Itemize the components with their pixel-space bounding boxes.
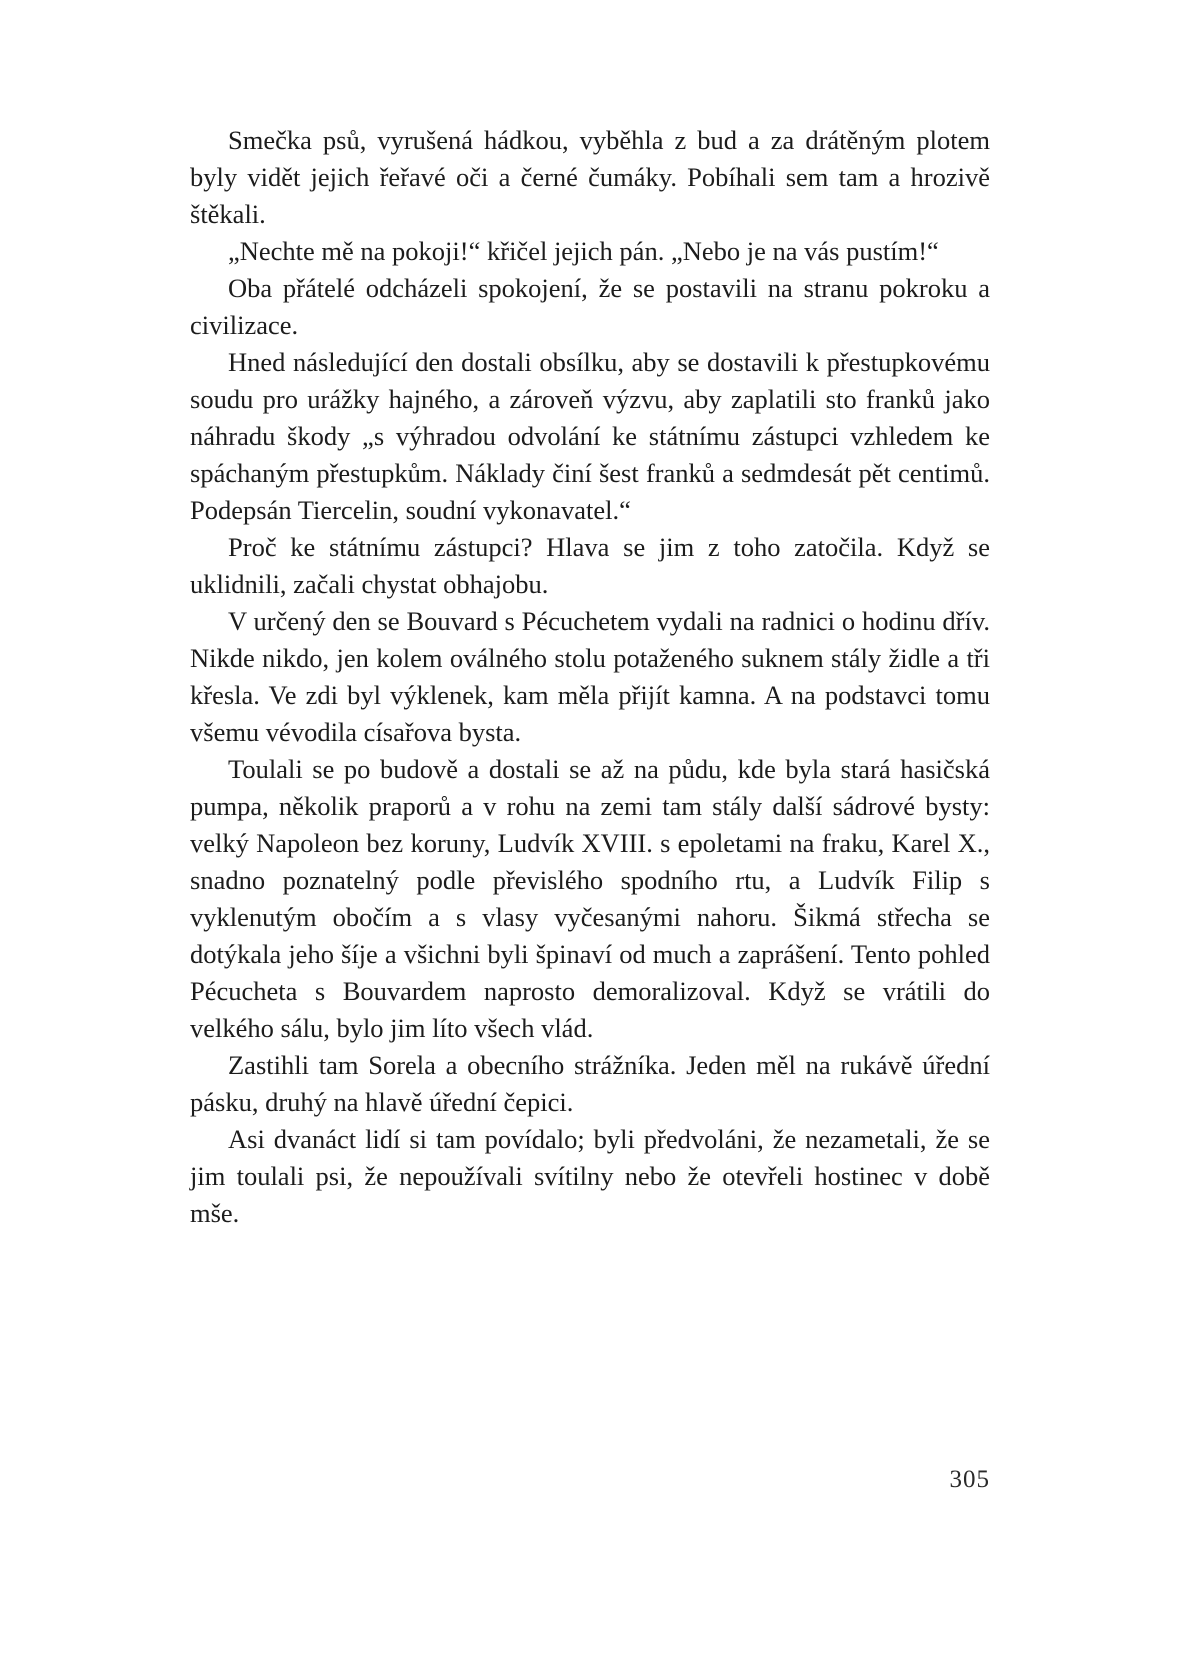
- paragraph: Asi dvanáct lidí si tam povídalo; byli předvoláni, že nezametali, že se jim toulali psi, že nepoužívali svítilny nebo že otevřeli hostinec v době mše.: [190, 1124, 990, 1228]
- text-block: [190, 122, 990, 1232]
- paragraph: Smečka psů, vyrušená hádkou, vyběhla z bud a za drátěným plotem byly vidět jejich řeřavé oči a černé čumáky. Pobíhali sem tam a hrozivě štěkali.: [190, 125, 990, 229]
- paragraph: V určený den se Bouvard s Pécuchetem vydali na radnici o hodinu dřív. Nikde nikdo, jen kolem oválného stolu potaženého suknem stály židle a tři křesla. Ve zdi byl výklenek, kam měla přijít kamna. A na podstavci tomu všemu vévodila císařova bysta.: [190, 606, 990, 747]
- paragraph: Proč ke státnímu zástupci? Hlava se jim z toho zatočila. Když se uklidnili, začali chystat obhajobu.: [190, 532, 990, 599]
- paragraph: Zastihli tam Sorela a obecního strážníka. Jeden měl na rukávě úřední pásku, druhý na hlavě úřední čepici.: [190, 1050, 990, 1117]
- page-number: 305: [949, 1466, 990, 1493]
- paragraph: Hned následující den dostali obsílku, aby se dostavili k přestupkovému soudu pro urážky hajného, a zároveň výzvu, aby zaplatili sto franků jako náhradu škody „s výhradou odvolání ke státnímu zástupci vzhledem ke spáchaným přestupkům. Náklady činí šest franků a sedmdesát pět centimů. Podepsán Tiercelin, soudní vykonavatel.“: [190, 347, 990, 525]
- paragraph: Oba přátelé odcházeli spokojení, že se postavili na stranu pokroku a civilizace.: [190, 273, 990, 340]
- paragraph: „Nechte mě na pokoji!“ křičel jejich pán. „Nebo je na vás pustím!“: [228, 236, 939, 266]
- paragraph: Toulali se po budově a dostali se až na půdu, kde byla stará hasičská pumpa, několik praporů a v rohu na zemi tam stály další sádrové bysty: velký Napoleon bez koruny, Ludvík XVIII. s epoletami na fraku, Karel X., snadno poznatelný podle převislého spodního rtu, a Ludvík Filip s vyklenutým obočím a s vlasy vyčesanými nahoru. Šikmá střecha se dotýkala jeho šíje a všichni byli špinaví od much a zaprášení. Tento pohled Pécucheta s Bouvardem naprosto demoralizoval. Když se vrátili do velkého sálu, bylo jim líto všech vlád.: [190, 754, 990, 1043]
